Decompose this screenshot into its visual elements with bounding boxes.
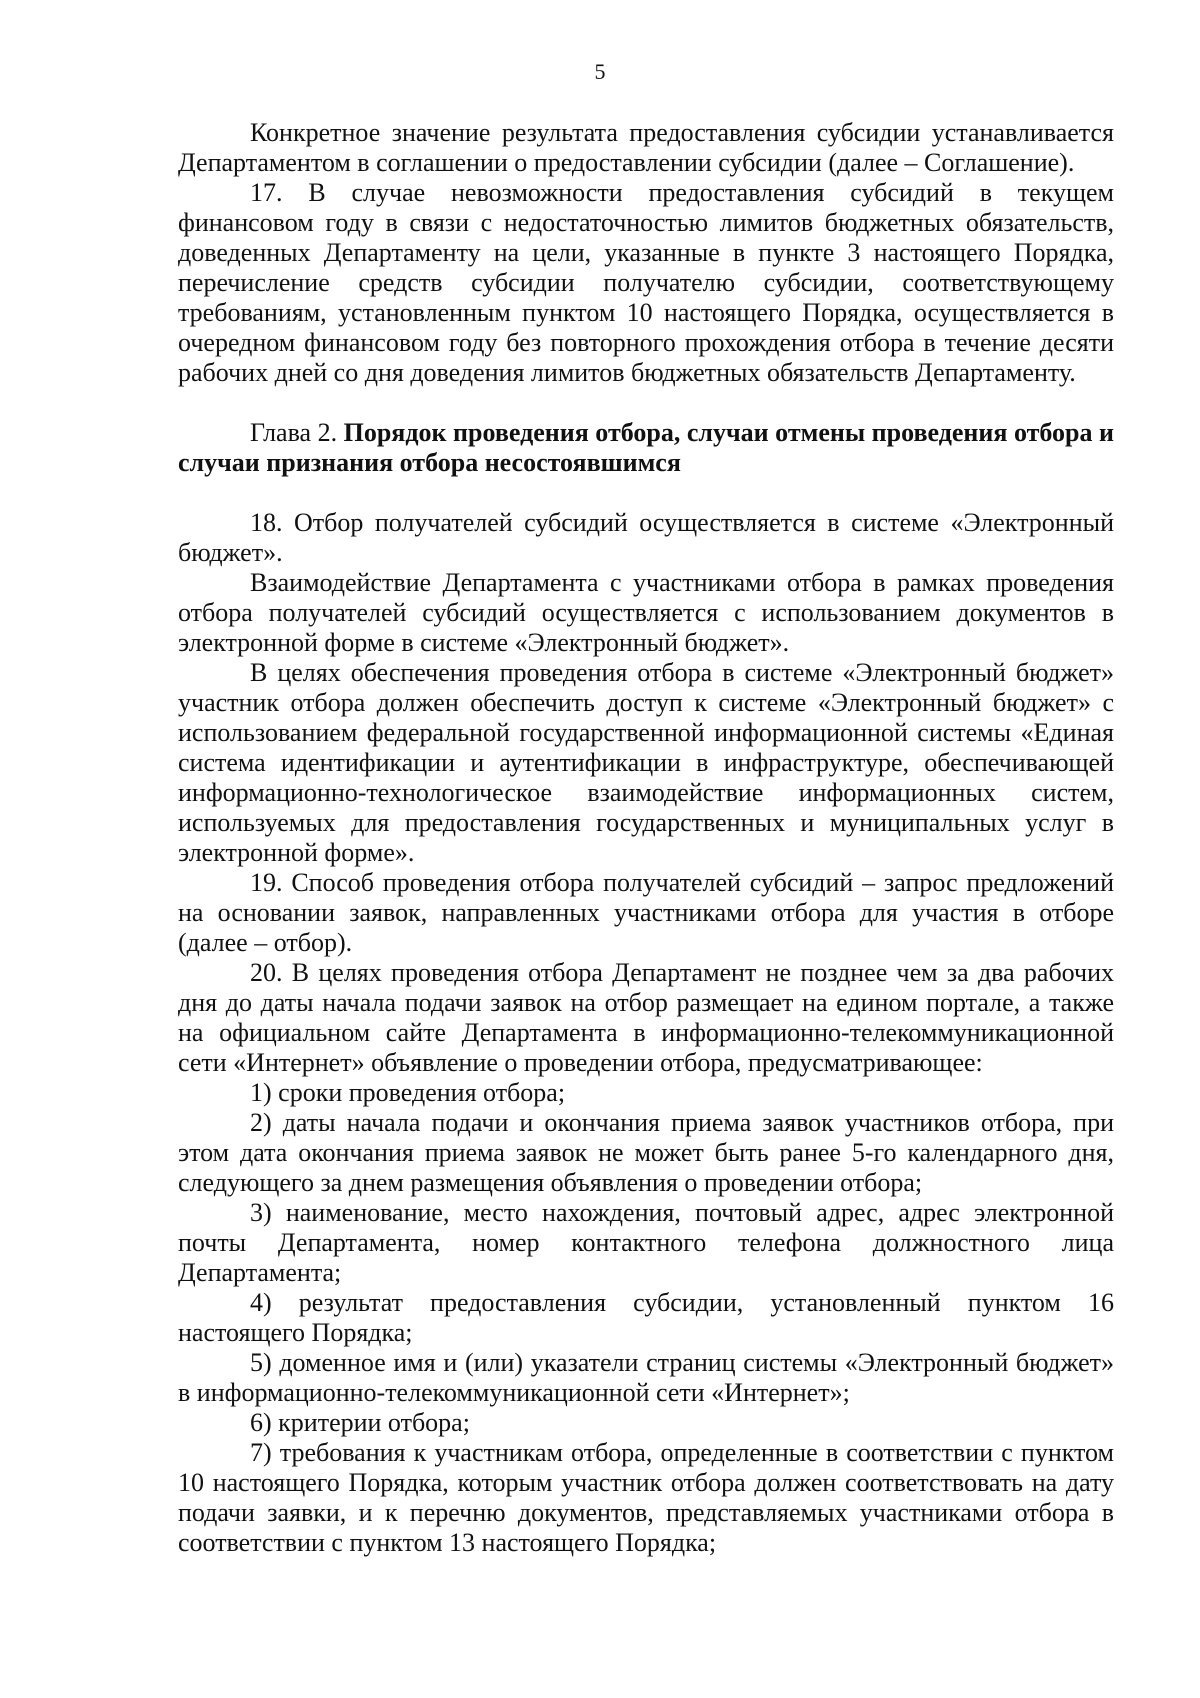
chapter-title: Порядок проведения отбора, случаи отмены проведения отбора и случаи признания отбора несостоявшимся bbox=[178, 418, 1114, 477]
chapter-prefix: Глава 2. bbox=[250, 418, 344, 447]
list-item: 5) доменное имя и (или) указатели страниц системы «Электронный бюджет» в информационно-телекоммуникационной сети «Интернет»; bbox=[178, 1348, 1114, 1407]
paragraph: 17. В случае невозможности предоставления субсидий в текущем финансовом году в связи с недостаточностью лимитов бюджетных обязательств, доведенных Департаменту на цели, указанные в пункте 3 настоящего Порядка, перечисление средств субсидии получателю субсидии, соответствующему требованиям, установленным пунктом 10 настоящего Порядка, осуществляется в очередном финансовом году без повторного прохождения отбора в течение десяти рабочих дней со дня доведения лимитов бюджетных обязательств Департаменту. bbox=[178, 178, 1114, 387]
document-body bbox=[178, 118, 1114, 1558]
paragraph: 18. Отбор получателей субсидий осуществляется в системе «Электронный бюджет». bbox=[178, 508, 1114, 567]
list-item: 2) даты начала подачи и окончания приема заявок участников отбора, при этом дата окончания приема заявок не может быть ранее 5-го календарного дня, следующего за днем размещения объявления о проведении отбора; bbox=[178, 1108, 1114, 1197]
paragraph: Конкретное значение результата предоставления субсидии устанавливается Департаментом в соглашении о предоставлении субсидии (далее – Соглашение). bbox=[178, 118, 1114, 177]
list-item: 4) результат предоставления субсидии, установленный пунктом 16 настоящего Порядка; bbox=[178, 1288, 1114, 1347]
spacer bbox=[178, 478, 1114, 508]
spacer bbox=[178, 388, 1114, 418]
list-item: 3) наименование, место нахождения, почтовый адрес, адрес электронной почты Департамента, номер контактного телефона должностного лица Департамента; bbox=[178, 1198, 1114, 1287]
paragraph: В целях обеспечения проведения отбора в системе «Электронный бюджет» участник отбора должен обеспечить доступ к системе «Электронный бюджет» с использованием федеральной государственной информационной системы «Единая система идентификации и аутентификации в инфраструктуре, обеспечивающей информационно-технологическое взаимодействие информационных систем, используемых для предоставления государственных и муниципальных услуг в электронной форме». bbox=[178, 658, 1114, 867]
list-item: 1) сроки проведения отбора; bbox=[250, 1078, 566, 1107]
paragraph: 19. Способ проведения отбора получателей субсидий – запрос предложений на основании заявок, направленных участниками отбора для участия в отборе (далее – отбор). bbox=[178, 868, 1114, 957]
paragraph: Взаимодействие Департамента с участниками отбора в рамках проведения отбора получателей субсидий осуществляется с использованием документов в электронной форме в системе «Электронный бюджет». bbox=[178, 568, 1114, 657]
list-item: 7) требования к участникам отбора, определенные в соответствии с пунктом 10 настоящего Порядка, которым участник отбора должен соответствовать на дату подачи заявки, и к перечню документов, представляемых участниками отбора в соответствии с пунктом 13 настоящего Порядка; bbox=[178, 1438, 1114, 1557]
list-item: 6) критерии отбора; bbox=[250, 1408, 470, 1437]
paragraph: 20. В целях проведения отбора Департамент не позднее чем за два рабочих дня до даты начала подачи заявок на отбор размещает на едином портале, а также на официальном сайте Департамента в информационно-телекоммуникационной сети «Интернет» объявление о проведении отбора, предусматривающее: bbox=[178, 958, 1114, 1077]
page-number: 5 bbox=[594, 59, 606, 84]
chapter-heading bbox=[178, 418, 1114, 478]
